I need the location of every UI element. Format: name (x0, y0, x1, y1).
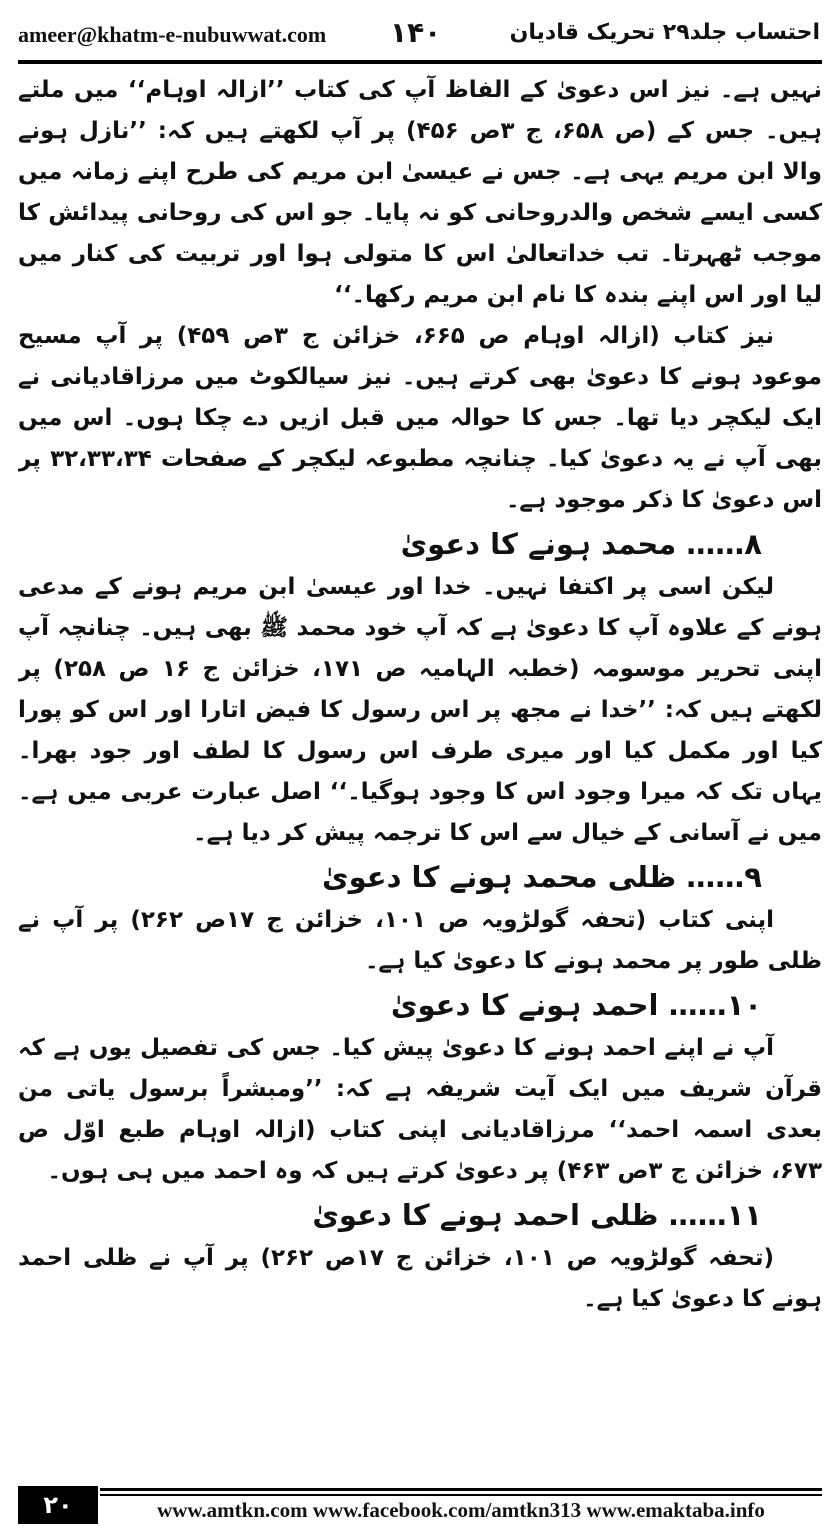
header-rule (18, 60, 822, 64)
page-header (0, 0, 840, 62)
footer-rule-top (100, 1488, 822, 1491)
page-footer (0, 1486, 840, 1540)
heading-9: ۹…… ظلی محمد ہونے کا دعویٰ (322, 860, 762, 894)
page-body (18, 70, 822, 1480)
paragraph-1: نہیں ہے۔ نیز اس دعویٰ کے الفاظ آپ کی کتاب ’’ازالہ اوہام‘‘ میں ملتے ہیں۔ جس کے (ص ۶۵۸، ج ۳ص ۴۵۶) پر آپ لکھتے ہیں کہ: ’’نازل ہونے والا ابن مریم یہی ہے۔ جس نے عیسیٰ ابن مریم کی طرح اپنے زمانہ میں کسی ایسے شخص والدروحانی کو نہ پایا۔ جو اس کی روحانی پیدائش کا موجب ٹھہرتا۔ تب خداتعالیٰ اس کا متولی ہوا اور تربیت کی کنار میں لیا اور اس اپنے بندہ کا نام ابن مریم رکھا۔‘‘ (18, 77, 822, 308)
header-email: ameer@khatm-e-nubuwwat.com (18, 22, 327, 47)
header-page-number: ۱۴۰ (390, 16, 442, 49)
paragraph-5: آپ نے اپنے احمد ہونے کا دعویٰ پیش کیا۔ جس کی تفصیل یوں ہے کہ قرآن شریف میں ایک آیت شریفہ ہے کہ: ’’ومبشراً برسول یاتی من بعدی اسمہ احمد‘‘ مرزاقادیانی اپنی کتاب (ازالہ اوہام طبع اوّل ص ۶۷۳، خزائن ج ۳ص ۴۶۳) پر دعویٰ کرتے ہیں کہ وہ احمد میں ہی ہوں۔ (18, 1035, 822, 1184)
paragraph-2: نیز کتاب (ازالہ اوہام ص ۶۶۵، خزائن ج ۳ص ۴۵۹) پر آپ مسیح موعود ہونے کا دعویٰ بھی کرتے ہیں۔ نیز سیالکوٹ میں مرزاقادیانی نے ایک لیکچر دیا تھا۔ جس کا حوالہ میں قبل ازیں دے چکا ہوں۔ اس میں بھی آپ نے یہ دعویٰ کیا۔ چنانچہ مطبوعہ لیکچر کے صفحات ۳۲،۳۳،۳۴ پر اس دعویٰ کا ذکر موجود ہے۔ (18, 323, 822, 513)
paragraph-6: (تحفہ گولڑویہ ص ۱۰۱، خزائن ج ۱۷ص ۲۶۲) پر آپ نے ظلی احمد ہونے کا دعویٰ کیا ہے۔ (18, 1245, 822, 1312)
footer-page-number: ۲۰ (18, 1486, 98, 1524)
heading-8: ۸…… محمد ہونے کا دعویٰ (400, 527, 762, 561)
footer-rule-bottom (100, 1494, 822, 1496)
paragraph-3: لیکن اسی پر اکتفا نہیں۔ خدا اور عیسیٰ ابن مریم ہونے کے مدعی ہونے کے علاوہ آپ کا دعویٰ ہے کہ آپ خود محمد ﷺ بھی ہیں۔ چنانچہ آپ اپنی تحریر موسومہ (خطبہ الہامیہ ص ۱۷۱، خزائن ج ۱۶ ص ۲۵۸) پر لکھتے ہیں کہ: ’’خدا نے مجھ پر اس رسول کا فیض اتارا اور اس کو پورا کیا اور مکمل کیا اور میری طرف اس رسول کا لطف اور جود بھرا۔ یہاں تک کہ میرا وجود اس کا وجود ہوگیا۔‘‘ اصل عبارت عربی میں ہے۔ میں نے آسانی کے خیال سے اس کا ترجمہ پیش کر دیا ہے۔ (18, 574, 822, 846)
heading-10: ۱۰…… احمد ہونے کا دعویٰ (390, 988, 762, 1022)
footer-urls: www.amtkn.com www.facebook.com/amtkn313 www.emaktaba.info (157, 1498, 765, 1522)
paragraph-4: اپنی کتاب (تحفہ گولڑویہ ص ۱۰۱، خزائن ج ۱۷ص ۲۶۲) پر آپ نے ظلی طور پر محمد ہونے کا دعویٰ کیا ہے۔ (18, 907, 822, 974)
heading-11: ۱۱…… ظلی احمد ہونے کا دعویٰ (312, 1198, 762, 1232)
header-title: احتساب جلد۲۹ تحریک قادیان (509, 20, 820, 45)
